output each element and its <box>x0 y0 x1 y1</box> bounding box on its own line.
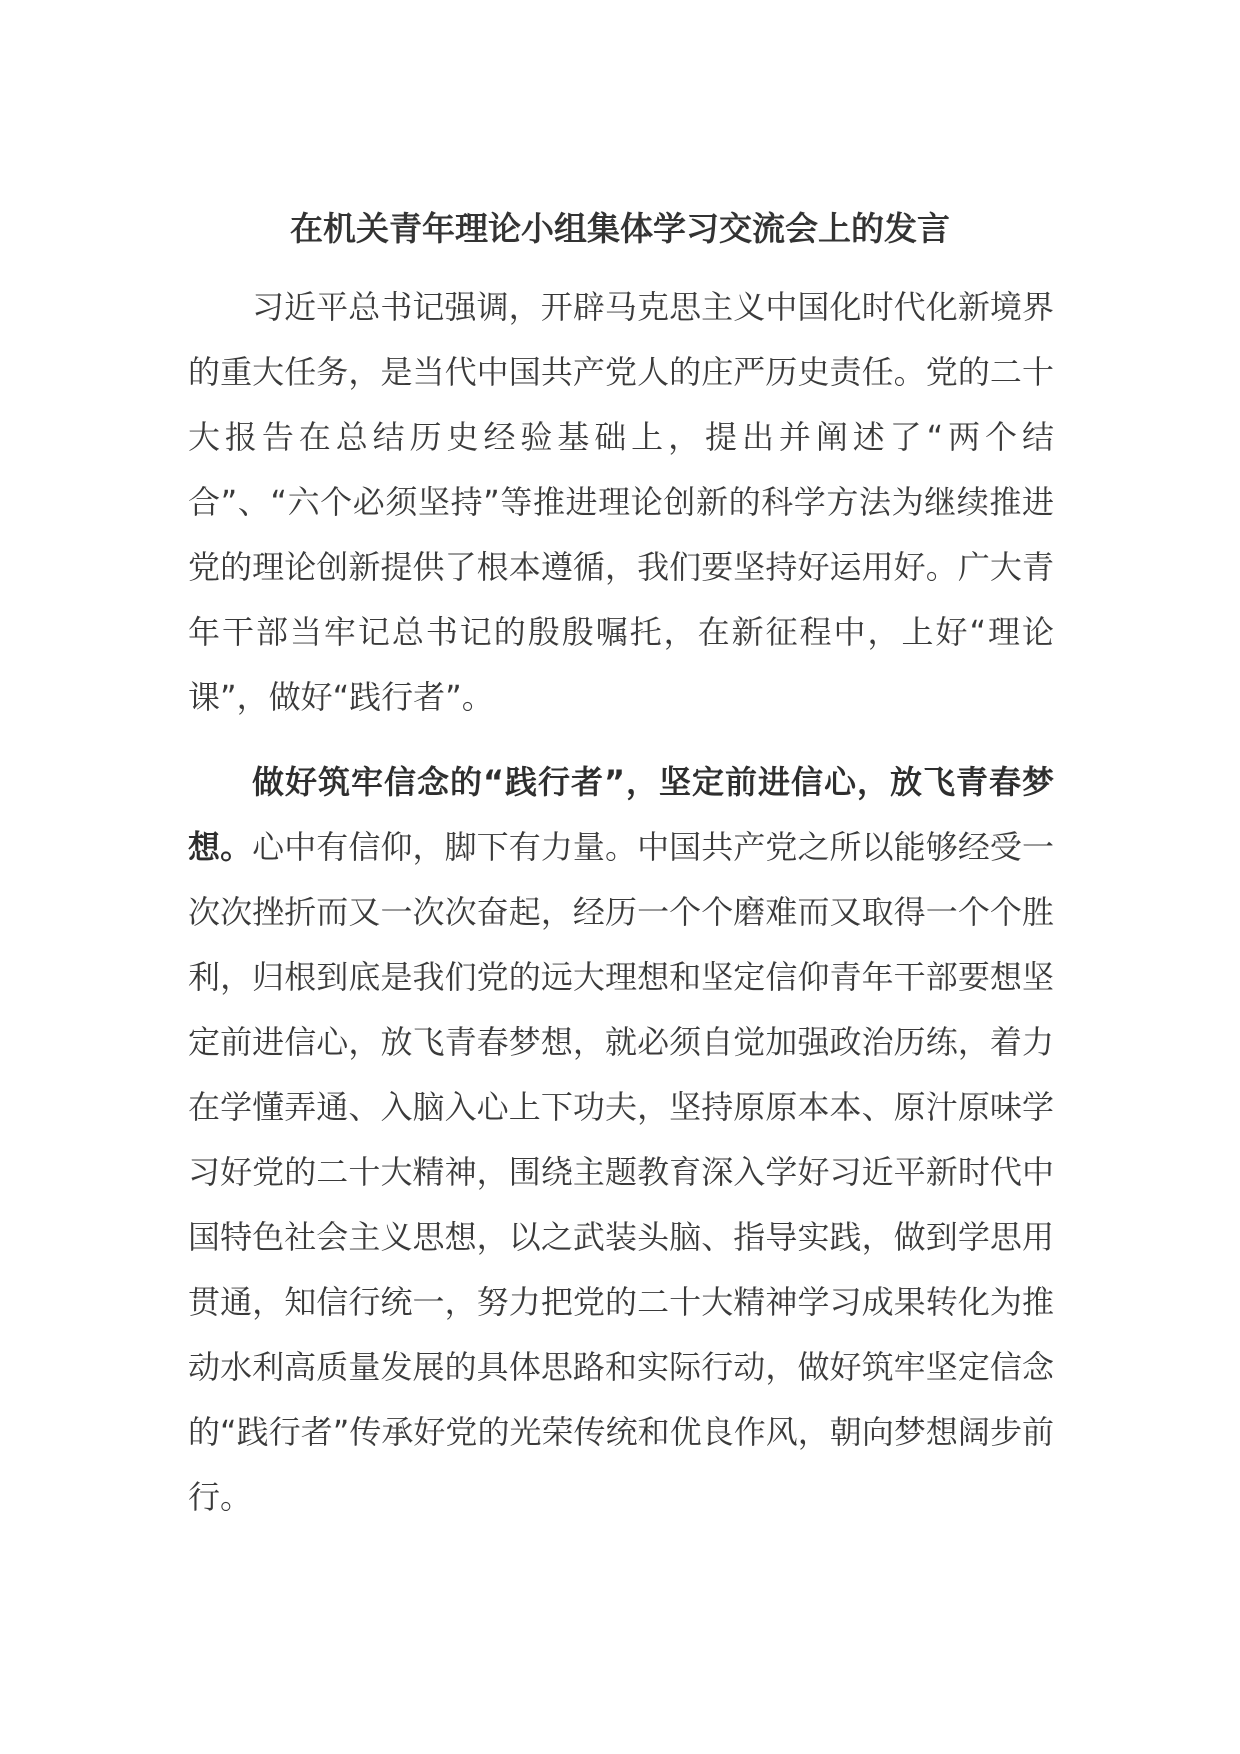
document-title: 在机关青年理论小组集体学习交流会上的发言 <box>290 209 950 248</box>
paragraph-practitioner <box>188 750 1054 1530</box>
paragraph-body-text: 心中有信仰，脚下有力量。中国共产党之所以能够经受一次次挫折而又一次次奋起，经历一个个磨难而又取得一个个胜利，归根到底是我们党的远大理想和坚定信仰青年干部要想坚定前进信心，放飞青春梦想，就必须自觉加强政治历练，着力在学懂弄通、入脑入心上下功夫，坚持原原本本、原汁原味学习好党的二十大精神，围绕主题教育深入学好习近平新时代中国特色社会主义思想，以之武装头脑、指导实践，做到学思用贯通，知信行统一，努力把党的二十大精神学习成果转化为推动水利高质量发展的具体思路和实际行动，做好筑牢坚定信念的“践行者”传承好党的光荣传统和优良作风，朝向梦想阔步前行。 <box>188 828 1054 1516</box>
paragraph-intro: 习近平总书记强调，开辟马克思主义中国化时代化新境界的重大任务，是当代中国共产党人的庄严历史责任。党的二十大报告在总结历史经验基础上，提出并阐述了“两个结合”、“六个必须坚持”等推进理论创新的科学方法为继续推进党的理论创新提供了根本遵循，我们要坚持好运用好。广大青年干部当牢记总书记的殷殷嘱托，在新征程中，上好“理论课”，做好“践行者”。 <box>188 288 1054 716</box>
paragraph-lead-heading: 做好筑牢信念的“践行者”，坚定前进信心，放飞青春梦想。 <box>188 763 1054 866</box>
